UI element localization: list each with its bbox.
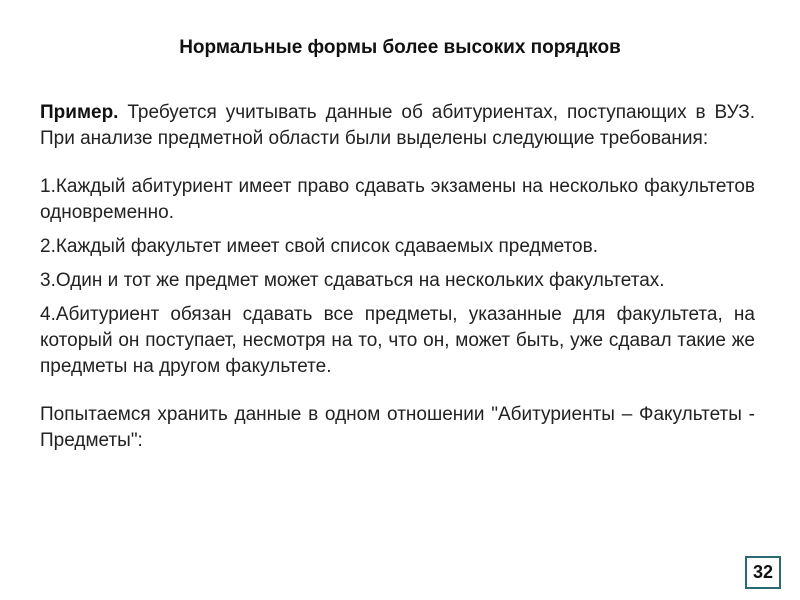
slide-content	[40, 100, 755, 454]
slide-title: Нормальные формы более высоких порядков	[179, 37, 621, 58]
page-number-badge	[745, 556, 781, 589]
page-number: 32	[752, 562, 774, 582]
conclusion-paragraph: Попытаемся хранить данные в одном отношении "Абитуриенты – Факультеты - Предметы":	[40, 404, 755, 451]
requirement-2: 2.Каждый факультет имеет свой список сдаваемых предметов.	[40, 236, 598, 257]
requirement-3: 3.Один и тот же предмет может сдаваться на нескольких факультетах.	[40, 270, 665, 291]
intro-text: Требуется учитывать данные об абитуриентах, поступающих в ВУЗ. При анализе предметной области были выделены следующие требования:	[40, 102, 755, 149]
intro-paragraph	[40, 100, 755, 152]
requirement-1: 1.Каждый абитуриент имеет право сдавать экзамены на несколько факультетов одновременно.	[40, 176, 755, 223]
example-label: Пример.	[40, 102, 119, 123]
requirement-4: 4.Абитуриент обязан сдавать все предметы, указанные для факультета, на который он поступает, несмотря на то, что он, может быть, уже сдавал такие же предметы на другом факультете.	[40, 304, 755, 377]
